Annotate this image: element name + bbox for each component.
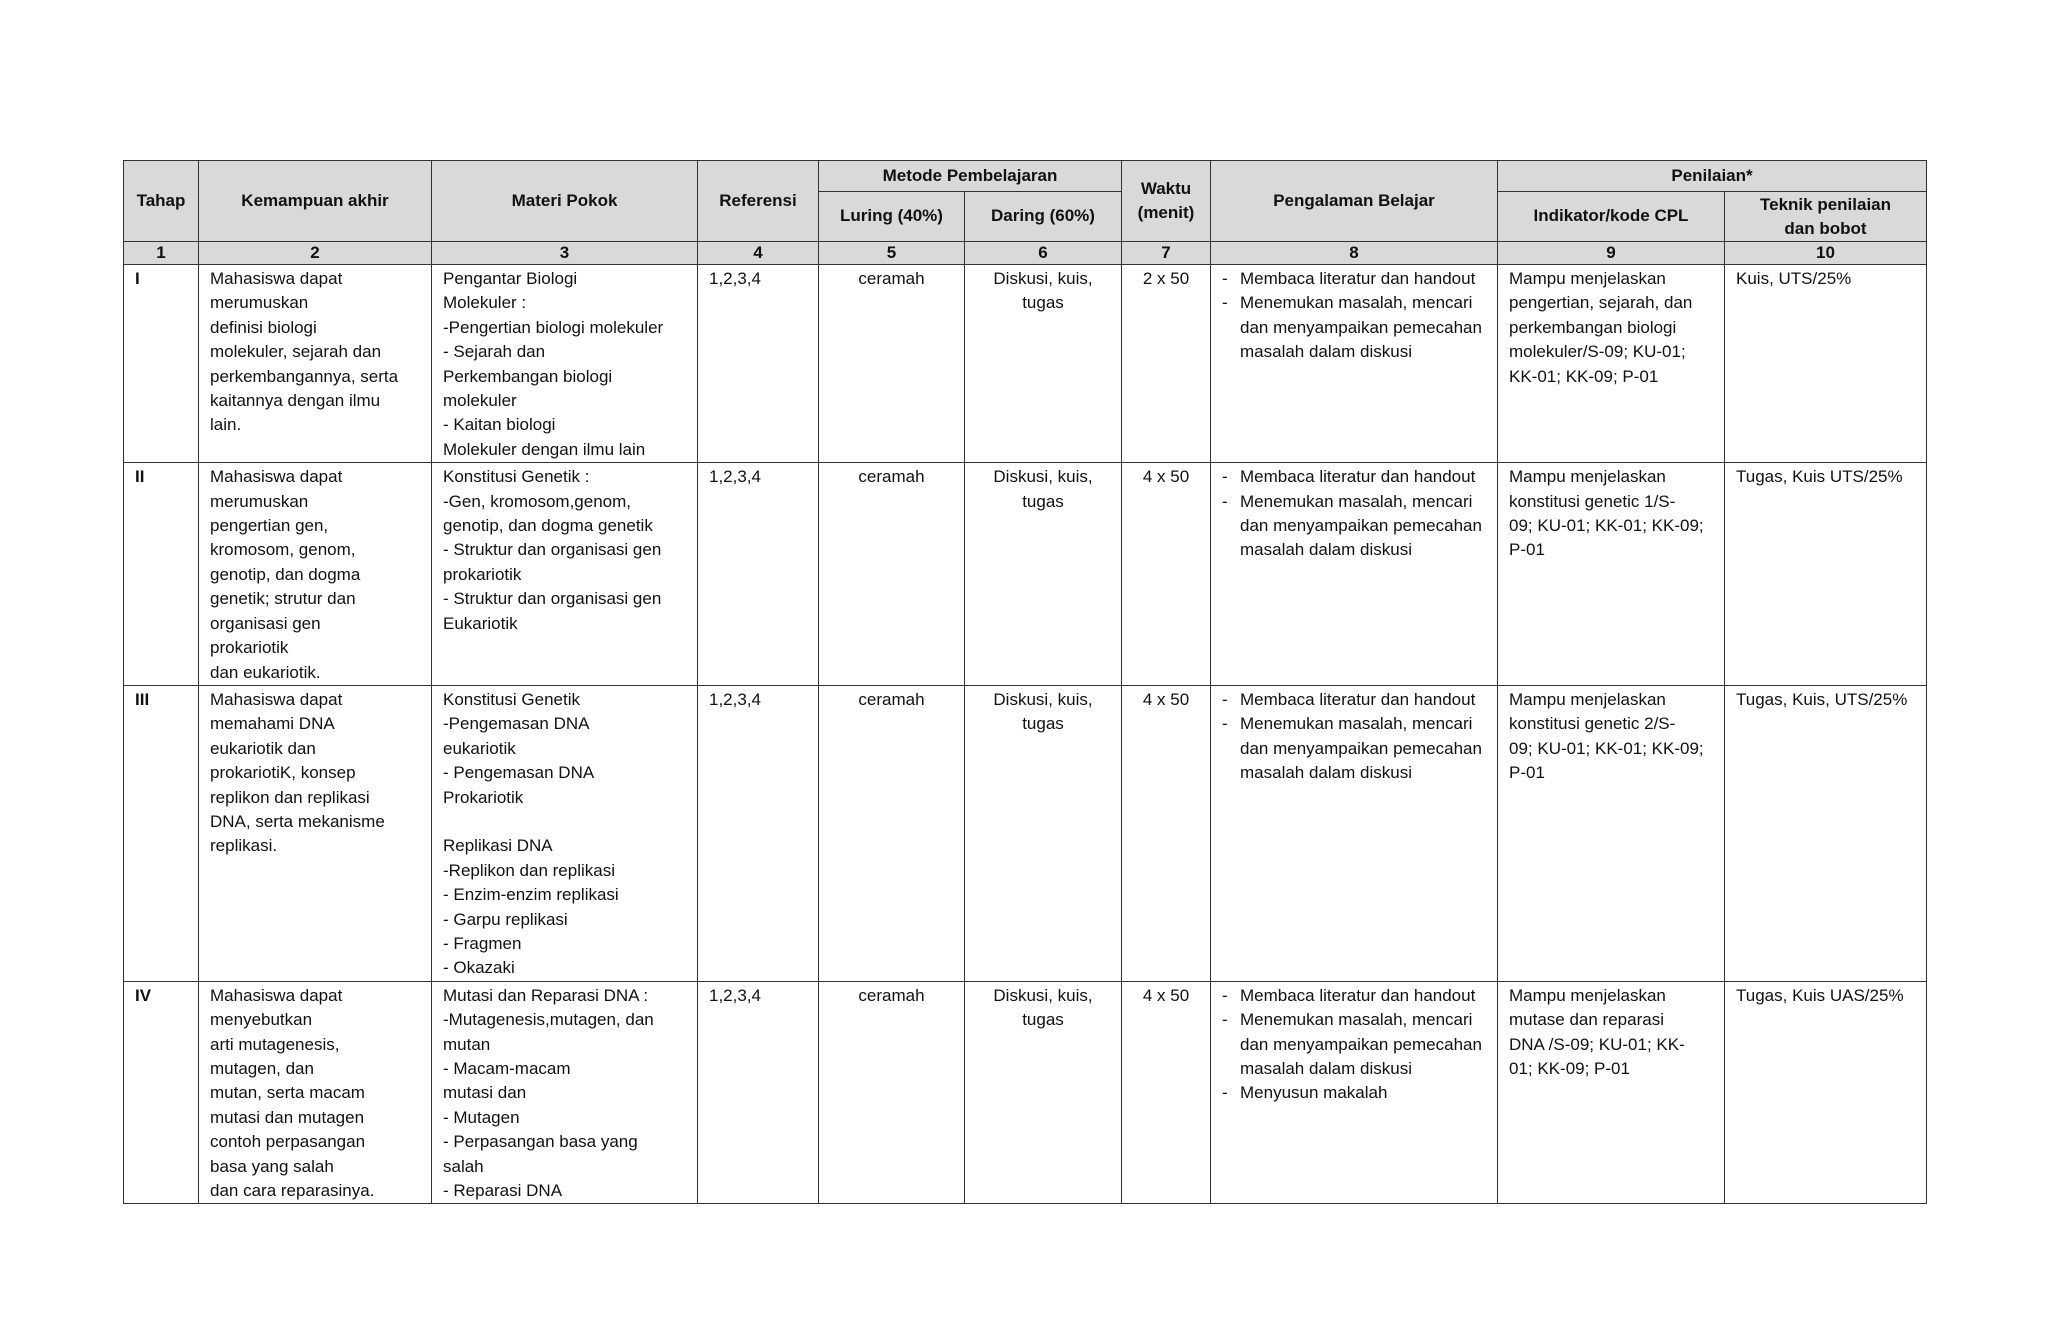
column-number-row: [124, 242, 1927, 265]
column-number: 3: [432, 242, 698, 265]
indikator-cell: Mampu menjelaskan pengertian, sejarah, dan perkembangan biologi molekuler/S-09; KU-01; KK-01; KK-09; P-01: [1498, 265, 1725, 463]
column-number: 2: [199, 242, 432, 265]
luring-cell: ceramah: [819, 981, 965, 1204]
pengalaman-item: - Membaca literatur dan handout: [1222, 465, 1486, 489]
table-row: [124, 265, 1927, 463]
header-penilaian: Penilaian*: [1498, 161, 1927, 192]
table-row: [124, 463, 1927, 686]
indikator-cell: Mampu menjelaskan konstitusi genetic 2/S- 09; KU-01; KK-01; KK-09; P-01: [1498, 685, 1725, 981]
kemampuan-cell: Mahasiswa dapat memahami DNA eukariotik dan prokariotiK, konsep replikon dan replikasi DNA, serta mekanisme replikasi.: [199, 685, 432, 981]
teknik-cell: Tugas, Kuis UTS/25%: [1725, 463, 1927, 686]
tahap-cell: I: [124, 265, 199, 463]
materi-cell: Konstitusi Genetik -Pengemasan DNA eukariotik - Pengemasan DNA Prokariotik Replikasi DNA -Replikon dan replikasi - Enzim-enzim replikasi - Garpu replikasi - Fragmen - Okazaki: [432, 685, 698, 981]
column-number: 9: [1498, 242, 1725, 265]
header-referensi: Referensi: [698, 161, 819, 242]
table-body: [124, 242, 1927, 1204]
column-number: 6: [965, 242, 1122, 265]
rps-table: [123, 160, 1927, 1204]
teknik-cell: Tugas, Kuis UAS/25%: [1725, 981, 1927, 1204]
pengalaman-cell: [1211, 463, 1498, 686]
header-pengalaman: Pengalaman Belajar: [1211, 161, 1498, 242]
pengalaman-cell: [1211, 685, 1498, 981]
materi-cell: Mutasi dan Reparasi DNA : -Mutagenesis,mutagen, dan mutan - Macam-macam mutasi dan - Mutagen - Perpasangan basa yang salah - Reparasi DNA: [432, 981, 698, 1204]
materi-cell: Pengantar Biologi Molekuler : -Pengertian biologi molekuler - Sejarah dan Perkembangan biologi molekuler - Kaitan biologi Molekuler dengan ilmu lain: [432, 265, 698, 463]
pengalaman-item: - Menemukan masalah, mencari dan menyampaikan pemecahan masalah dalam diskusi: [1222, 1008, 1486, 1081]
daring-cell: Diskusi, kuis, tugas: [965, 981, 1122, 1204]
pengalaman-item: - Menemukan masalah, mencari dan menyampaikan pemecahan masalah dalam diskusi: [1222, 490, 1486, 563]
indikator-cell: Mampu menjelaskan konstitusi genetic 1/S- 09; KU-01; KK-01; KK-09; P-01: [1498, 463, 1725, 686]
waktu-cell: 4 x 50: [1122, 463, 1211, 686]
waktu-cell: 4 x 50: [1122, 685, 1211, 981]
pengalaman-item: - Membaca literatur dan handout: [1222, 688, 1486, 712]
luring-cell: ceramah: [819, 685, 965, 981]
pengalaman-list: [1222, 688, 1486, 786]
tahap-cell: II: [124, 463, 199, 686]
pengalaman-list: [1222, 465, 1486, 563]
header-kemampuan: Kemampuan akhir: [199, 161, 432, 242]
header-luring: Luring (40%): [819, 192, 965, 242]
header-tahap: Tahap: [124, 161, 199, 242]
waktu-cell: 2 x 50: [1122, 265, 1211, 463]
table-row: [124, 685, 1927, 981]
referensi-cell: 1,2,3,4: [698, 981, 819, 1204]
kemampuan-cell: Mahasiswa dapat merumuskan definisi biologi molekuler, sejarah dan perkembangannya, serta kaitannya dengan ilmu lain.: [199, 265, 432, 463]
daring-cell: Diskusi, kuis, tugas: [965, 463, 1122, 686]
teknik-cell: Kuis, UTS/25%: [1725, 265, 1927, 463]
column-number: 5: [819, 242, 965, 265]
column-number: 8: [1211, 242, 1498, 265]
column-number: 10: [1725, 242, 1927, 265]
table-row: [124, 981, 1927, 1204]
referensi-cell: 1,2,3,4: [698, 265, 819, 463]
pengalaman-list: [1222, 984, 1486, 1106]
pengalaman-cell: [1211, 981, 1498, 1204]
waktu-cell: 4 x 50: [1122, 981, 1211, 1204]
header-daring: Daring (60%): [965, 192, 1122, 242]
pengalaman-item: - Menemukan masalah, mencari dan menyampaikan pemecahan masalah dalam diskusi: [1222, 291, 1486, 364]
materi-cell: Konstitusi Genetik : -Gen, kromosom,genom, genotip, dan dogma genetik - Struktur dan organisasi gen prokariotik - Struktur dan organisasi gen Eukariotik: [432, 463, 698, 686]
header-waktu: Waktu (menit): [1122, 161, 1211, 242]
pengalaman-item: - Membaca literatur dan handout: [1222, 984, 1486, 1008]
header-metode: Metode Pembelajaran: [819, 161, 1122, 192]
column-number: 4: [698, 242, 819, 265]
daring-cell: Diskusi, kuis, tugas: [965, 685, 1122, 981]
luring-cell: ceramah: [819, 265, 965, 463]
header-materi: Materi Pokok: [432, 161, 698, 242]
pengalaman-item: - Membaca literatur dan handout: [1222, 267, 1486, 291]
header-teknik: Teknik penilaian dan bobot: [1725, 192, 1927, 242]
header-indikator: Indikator/kode CPL: [1498, 192, 1725, 242]
tahap-cell: IV: [124, 981, 199, 1204]
kemampuan-cell: Mahasiswa dapat menyebutkan arti mutagenesis, mutagen, dan mutan, serta macam mutasi dan mutagen contoh perpasangan basa yang salah dan cara reparasinya.: [199, 981, 432, 1204]
referensi-cell: 1,2,3,4: [698, 685, 819, 981]
daring-cell: Diskusi, kuis, tugas: [965, 265, 1122, 463]
referensi-cell: 1,2,3,4: [698, 463, 819, 686]
teknik-cell: Tugas, Kuis, UTS/25%: [1725, 685, 1927, 981]
table-header: [124, 161, 1927, 242]
pengalaman-item: - Menemukan masalah, mencari dan menyampaikan pemecahan masalah dalam diskusi: [1222, 712, 1486, 785]
pengalaman-cell: [1211, 265, 1498, 463]
pengalaman-item: - Menyusun makalah: [1222, 1081, 1486, 1105]
column-number: 7: [1122, 242, 1211, 265]
kemampuan-cell: Mahasiswa dapat merumuskan pengertian gen, kromosom, genom, genotip, dan dogma genetik; strutur dan organisasi gen prokariotik dan eukariotik.: [199, 463, 432, 686]
tahap-cell: III: [124, 685, 199, 981]
pengalaman-list: [1222, 267, 1486, 365]
indikator-cell: Mampu menjelaskan mutase dan reparasi DNA /S-09; KU-01; KK- 01; KK-09; P-01: [1498, 981, 1725, 1204]
luring-cell: ceramah: [819, 463, 965, 686]
column-number: 1: [124, 242, 199, 265]
